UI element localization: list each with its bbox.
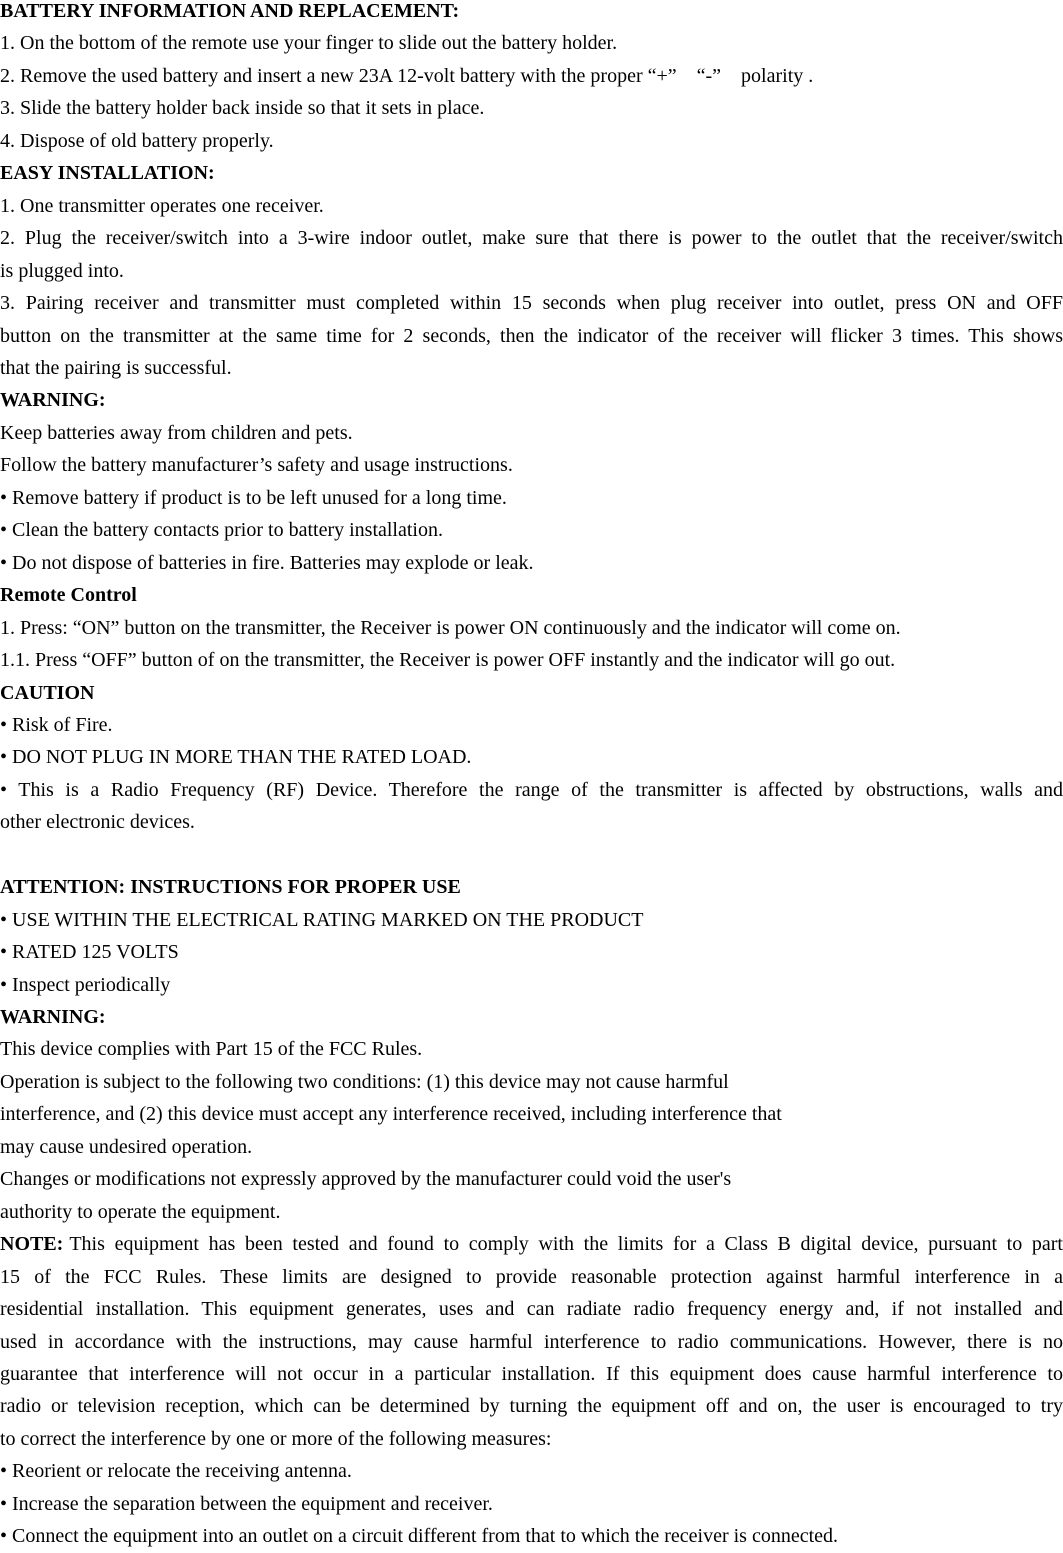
attention-heading: ATTENTION: INSTRUCTIONS FOR PROPER USE [0, 876, 461, 899]
caution-bullet: • DO NOT PLUG IN MORE THAN THE RATED LOAD. [0, 746, 472, 769]
attention-bullet: • Inspect periodically [0, 973, 171, 996]
battery-warning-line: Follow the battery manufacturer’s safety and usage instructions. [0, 454, 513, 477]
remote-control-line: 1.1. Press “OFF” button of on the transmitter, the Receiver is power OFF instantly and the indicator will go out. [0, 649, 896, 672]
note-line-2: 15 of the FCC Rules. These limits are designed to provide reasonable protection against harmful interference in a [0, 1265, 1063, 1288]
installation-heading: EASY INSTALLATION: [0, 162, 215, 185]
fcc-note-section [0, 1228, 1063, 1553]
fcc-warning-line: Operation is subject to the following two conditions: (1) this device may not cause harmful [0, 1070, 729, 1093]
battery-step-1: 1. On the bottom of the remote use your finger to slide out the battery holder. [0, 32, 618, 55]
fcc-warning-line: Changes or modifications not expressly approved by the manufacturer could void the user's [0, 1168, 732, 1191]
installation-step-3-line-1: 3. Pairing receiver and transmitter must completed within 15 seconds when plug receiver into outlet, press ON and OFF [0, 292, 1063, 315]
note-bullet: • Increase the separation between the equipment and receiver. [0, 1492, 493, 1515]
attention-bullet: • USE WITHIN THE ELECTRICAL RATING MARKED ON THE PRODUCT [0, 908, 644, 931]
note-line-4: used in accordance with the instructions, may cause harmful interference to radio communications. However, there is no [0, 1330, 1063, 1353]
battery-warning-bullet: • Remove battery if product is to be left unused for a long time. [0, 486, 507, 509]
battery-warning-section [0, 384, 1063, 579]
installation-step-2-line-1: 2. Plug the receiver/switch into a 3-wire indoor outlet, make sure that there is power to the outlet that the receiver/switch [0, 227, 1063, 250]
note-line-7: to correct the interference by one or more of the following measures: [0, 1427, 552, 1450]
note-line-3: residential installation. This equipment generates, uses and can radiate radio frequency energy and, if not installed and [0, 1298, 1063, 1321]
battery-warning-line: Keep batteries away from children and pets. [0, 421, 353, 444]
attention-section [0, 871, 1063, 1001]
battery-step-2: 2. Remove the used battery and insert a new 23A 12-volt battery with the proper “+” “-” polarity . [0, 64, 814, 87]
installation-step-2-line-2: is plugged into. [0, 259, 124, 282]
note-line-1-text: This equipment has been tested and found to comply with the limits for a Class B digital device, pursuant to part [69, 1233, 1063, 1256]
battery-warning-heading: WARNING: [0, 389, 106, 412]
fcc-warning-line: authority to operate the equipment. [0, 1200, 281, 1223]
note-bullet: • Reorient or relocate the receiving antenna. [0, 1460, 352, 1483]
note-line-1 [0, 1228, 1063, 1260]
fcc-warning-section [0, 1001, 1063, 1228]
note-line-6: radio or television reception, which can be determined by turning the equipment off and on, the user is encouraged to try [0, 1395, 1063, 1418]
remote-control-line: 1. Press: “ON” button on the transmitter, the Receiver is power ON continuously and the indicator will come on. [0, 616, 901, 639]
fcc-warning-line: may cause undesired operation. [0, 1135, 253, 1158]
remote-control-heading: Remote Control [0, 584, 137, 607]
installation-step-3-line-3: that the pairing is successful. [0, 356, 232, 379]
note-bullet: • Connect the equipment into an outlet on a circuit different from that to which the receiver is connected. [0, 1525, 839, 1548]
installation-step-3-line-2: button on the transmitter at the same time for 2 seconds, then the indicator of the receiver will flicker 3 times. This shows [0, 324, 1063, 347]
battery-step-3: 3. Slide the battery holder back inside so that it sets in place. [0, 97, 485, 120]
battery-heading: BATTERY INFORMATION AND REPLACEMENT: [0, 0, 460, 22]
caution-bullet: • Risk of Fire. [0, 713, 113, 736]
caution-rf-line-1: • This is a Radio Frequency (RF) Device. Therefore the range of the transmitter is affected by obstructions, walls and [0, 778, 1063, 801]
fcc-warning-line: This device complies with Part 15 of the FCC Rules. [0, 1038, 423, 1061]
fcc-warning-heading: WARNING: [0, 1006, 106, 1029]
attention-bullet: • RATED 125 VOLTS [0, 941, 179, 964]
fcc-warning-line: interference, and (2) this device must accept any interference received, including interference that [0, 1103, 782, 1126]
note-line-5: guarantee that interference will not occur in a particular installation. If this equipment does cause harmful interference to [0, 1363, 1063, 1386]
installation-section [0, 157, 1063, 384]
caution-section [0, 677, 1063, 839]
caution-heading: CAUTION [0, 681, 95, 704]
remote-control-section [0, 579, 1063, 676]
battery-step-4: 4. Dispose of old battery properly. [0, 129, 274, 152]
note-label: NOTE: [0, 1233, 64, 1256]
battery-section [0, 0, 1063, 157]
battery-warning-bullet: • Do not dispose of batteries in fire. Batteries may explode or leak. [0, 551, 534, 574]
battery-warning-bullet: • Clean the battery contacts prior to battery installation. [0, 519, 443, 542]
installation-step-1: 1. One transmitter operates one receiver. [0, 194, 324, 217]
section-spacer [0, 839, 1063, 871]
caution-rf-line-2: other electronic devices. [0, 811, 195, 834]
